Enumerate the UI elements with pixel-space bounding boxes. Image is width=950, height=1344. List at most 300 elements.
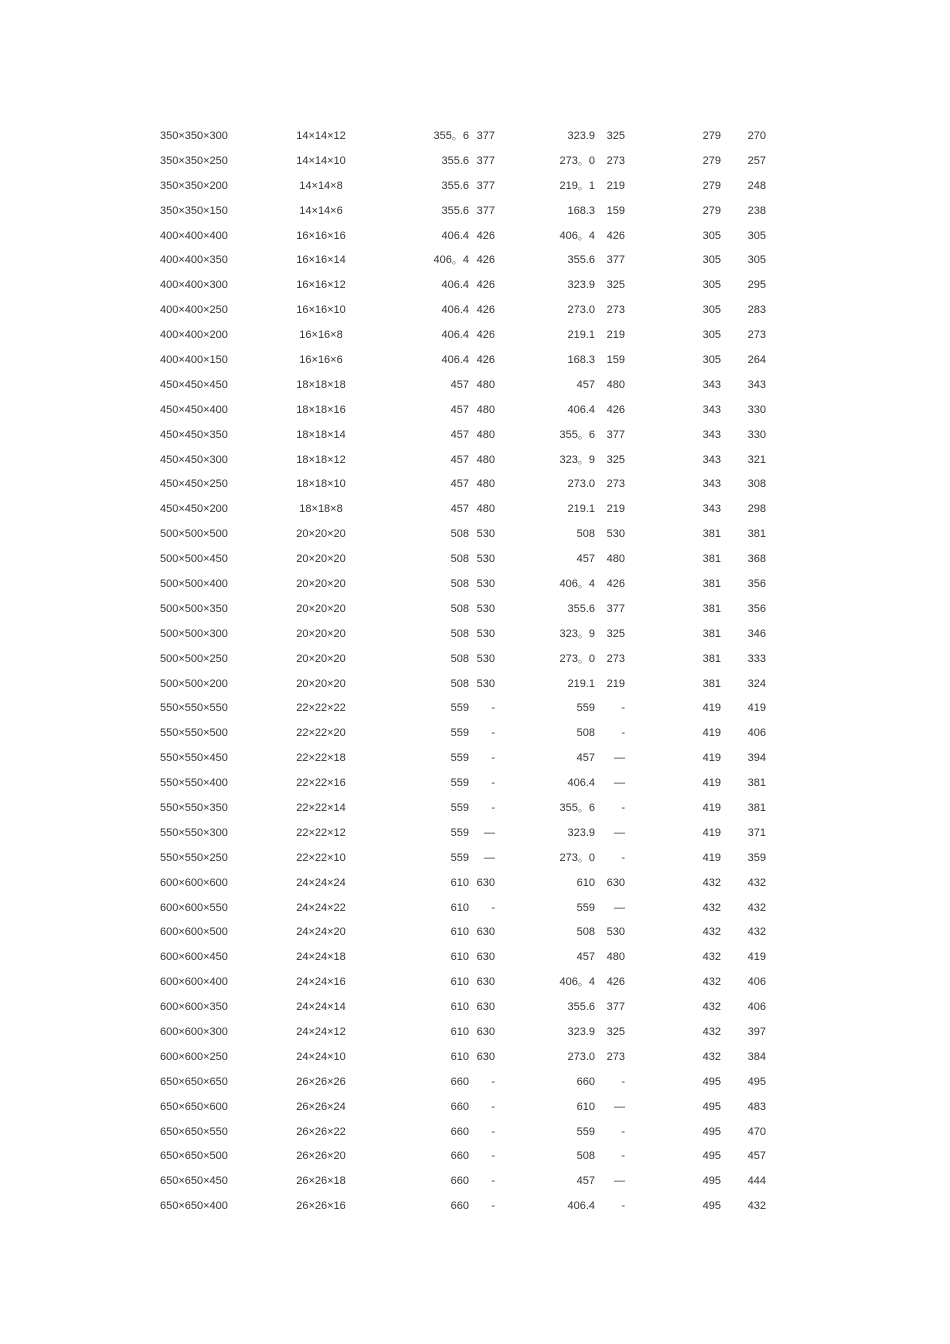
dim-f-cell: 432 bbox=[747, 926, 766, 939]
size-cell: 500×500×350 bbox=[160, 602, 228, 615]
dim-f-cell: 330 bbox=[747, 403, 766, 416]
size-cell: 600×600×350 bbox=[160, 1001, 228, 1014]
dim-c-cell: 219。1 bbox=[559, 179, 595, 192]
size-cell: 500×500×450 bbox=[160, 553, 228, 566]
dim-e-cell: 495 bbox=[702, 1125, 721, 1138]
dim-e-cell: 343 bbox=[702, 428, 721, 441]
dim-b-cell: - bbox=[491, 1125, 495, 1138]
dim-c-cell: 355。6 bbox=[559, 428, 595, 441]
dim-f-cell: 308 bbox=[747, 478, 766, 491]
table-row bbox=[160, 672, 766, 697]
table-row bbox=[160, 298, 766, 323]
size-cell: 650×650×650 bbox=[160, 1075, 228, 1088]
dim-e-cell: 381 bbox=[702, 602, 721, 615]
dim-b-cell: - bbox=[491, 1075, 495, 1088]
dim-a-cell: 660 bbox=[450, 1100, 469, 1113]
dim-f-cell: 368 bbox=[747, 553, 766, 566]
dim-c-cell: 273.0 bbox=[567, 1050, 595, 1063]
code-cell: 18×18×18 bbox=[296, 378, 346, 391]
table-row bbox=[160, 1120, 766, 1145]
table-row bbox=[160, 323, 766, 348]
dim-e-cell: 279 bbox=[702, 204, 721, 217]
dim-e-cell: 343 bbox=[702, 453, 721, 466]
code-cell: 22×22×16 bbox=[296, 777, 346, 790]
dim-b-cell: 530 bbox=[476, 677, 495, 690]
dim-e-cell: 343 bbox=[702, 478, 721, 491]
size-cell: 650×650×600 bbox=[160, 1100, 228, 1113]
dim-a-cell: 406。4 bbox=[433, 254, 469, 267]
dim-f-cell: 444 bbox=[747, 1175, 766, 1188]
dim-b-cell: 480 bbox=[476, 428, 495, 441]
dim-c-cell: 508 bbox=[576, 926, 595, 939]
code-cell: 20×20×20 bbox=[296, 602, 346, 615]
dim-d-cell: — bbox=[614, 826, 625, 839]
dim-e-cell: 419 bbox=[702, 851, 721, 864]
dim-b-cell: 426 bbox=[476, 353, 495, 366]
dim-d-cell: 530 bbox=[606, 926, 625, 939]
dim-a-cell: 559 bbox=[450, 727, 469, 740]
dim-f-cell: 432 bbox=[747, 1200, 766, 1213]
table-row bbox=[160, 124, 766, 149]
dim-d-cell: 530 bbox=[606, 528, 625, 541]
dim-a-cell: 610 bbox=[450, 1001, 469, 1014]
size-cell: 450×450×300 bbox=[160, 453, 228, 466]
dim-d-cell: 426 bbox=[606, 577, 625, 590]
dim-d-cell: 159 bbox=[606, 204, 625, 217]
size-cell: 450×450×200 bbox=[160, 503, 228, 516]
dim-c-cell: 323.9 bbox=[567, 279, 595, 292]
code-cell: 26×26×26 bbox=[296, 1075, 346, 1088]
size-cell: 650×650×450 bbox=[160, 1175, 228, 1188]
dim-b-cell: 377 bbox=[476, 154, 495, 167]
dim-f-cell: 406 bbox=[747, 727, 766, 740]
table-body bbox=[160, 124, 766, 1219]
size-cell: 600×600×300 bbox=[160, 1026, 228, 1038]
size-cell: 600×600×500 bbox=[160, 926, 228, 939]
dim-a-cell: 559 bbox=[450, 777, 469, 790]
dim-a-cell: 660 bbox=[450, 1200, 469, 1213]
dim-f-cell: 359 bbox=[747, 851, 766, 864]
table-row bbox=[160, 472, 766, 497]
dim-e-cell: 279 bbox=[702, 179, 721, 192]
table-row bbox=[160, 821, 766, 846]
dim-f-cell: 406 bbox=[747, 1001, 766, 1014]
dim-f-cell: 264 bbox=[747, 353, 766, 366]
size-cell: 600×600×250 bbox=[160, 1050, 228, 1063]
dim-c-cell: 273。0 bbox=[559, 851, 595, 864]
code-cell: 24×24×10 bbox=[296, 1050, 346, 1063]
dim-b-cell: 480 bbox=[476, 503, 495, 516]
code-cell: 24×24×16 bbox=[296, 976, 346, 989]
table-row bbox=[160, 248, 766, 273]
dim-d-cell: 377 bbox=[606, 254, 625, 267]
dim-a-cell: 660 bbox=[450, 1175, 469, 1188]
dim-d-cell: 325 bbox=[606, 129, 625, 142]
dim-c-cell: 168.3 bbox=[567, 204, 595, 217]
table-row bbox=[160, 547, 766, 572]
dim-f-cell: 298 bbox=[747, 503, 766, 516]
dim-a-cell: 508 bbox=[450, 652, 469, 665]
dim-d-cell: 273 bbox=[606, 154, 625, 167]
code-cell: 14×14×8 bbox=[299, 179, 343, 192]
dim-b-cell: 426 bbox=[476, 304, 495, 317]
code-cell: 22×22×18 bbox=[296, 752, 346, 765]
code-cell: 18×18×8 bbox=[299, 503, 343, 516]
dim-e-cell: 432 bbox=[702, 1026, 721, 1038]
dim-f-cell: 356 bbox=[747, 577, 766, 590]
table-row bbox=[160, 572, 766, 597]
dim-b-cell: - bbox=[491, 1150, 495, 1163]
dim-d-cell: 377 bbox=[606, 428, 625, 441]
table-row bbox=[160, 970, 766, 995]
dim-d-cell: - bbox=[621, 801, 625, 814]
code-cell: 18×18×12 bbox=[296, 453, 346, 466]
dim-d-cell: - bbox=[621, 851, 625, 864]
dim-c-cell: 355.6 bbox=[567, 1001, 595, 1014]
dim-d-cell: 219 bbox=[606, 503, 625, 516]
dim-a-cell: 610 bbox=[450, 1026, 469, 1038]
dim-b-cell: 630 bbox=[476, 1001, 495, 1014]
code-cell: 26×26×20 bbox=[296, 1150, 346, 1163]
dim-d-cell: - bbox=[621, 727, 625, 740]
dim-e-cell: 495 bbox=[702, 1150, 721, 1163]
table-row bbox=[160, 796, 766, 821]
dim-a-cell: 457 bbox=[450, 403, 469, 416]
size-cell: 550×550×300 bbox=[160, 826, 228, 839]
dim-f-cell: 371 bbox=[747, 826, 766, 839]
dim-c-cell: 273.0 bbox=[567, 478, 595, 491]
dim-a-cell: 610 bbox=[450, 1050, 469, 1063]
dim-e-cell: 419 bbox=[702, 801, 721, 814]
dim-e-cell: 305 bbox=[702, 304, 721, 317]
code-cell: 24×24×14 bbox=[296, 1001, 346, 1014]
dim-d-cell: 273 bbox=[606, 1050, 625, 1063]
table-row bbox=[160, 721, 766, 746]
dim-e-cell: 279 bbox=[702, 129, 721, 142]
code-cell: 16×16×14 bbox=[296, 254, 346, 267]
dim-d-cell: 325 bbox=[606, 279, 625, 292]
size-cell: 500×500×500 bbox=[160, 528, 228, 541]
table-row bbox=[160, 149, 766, 174]
dim-c-cell: 219.1 bbox=[567, 503, 595, 516]
dim-a-cell: 406.4 bbox=[441, 304, 469, 317]
dim-c-cell: 219.1 bbox=[567, 677, 595, 690]
dim-d-cell: — bbox=[614, 901, 625, 914]
code-cell: 22×22×14 bbox=[296, 801, 346, 814]
dim-a-cell: 660 bbox=[450, 1150, 469, 1163]
dim-c-cell: 323。9 bbox=[559, 627, 595, 640]
dim-c-cell: 406。4 bbox=[559, 577, 595, 590]
dim-c-cell: 610 bbox=[576, 1100, 595, 1113]
dim-a-cell: 508 bbox=[450, 553, 469, 566]
code-cell: 22×22×20 bbox=[296, 727, 346, 740]
size-cell: 550×550×550 bbox=[160, 702, 228, 715]
dim-b-cell: 377 bbox=[476, 129, 495, 142]
dim-c-cell: 168.3 bbox=[567, 353, 595, 366]
dim-f-cell: 381 bbox=[747, 801, 766, 814]
dim-a-cell: 610 bbox=[450, 951, 469, 964]
size-cell: 400×400×400 bbox=[160, 229, 228, 242]
dim-c-cell: 559 bbox=[576, 702, 595, 715]
dim-a-cell: 457 bbox=[450, 428, 469, 441]
dim-b-cell: 426 bbox=[476, 279, 495, 292]
dim-a-cell: 559 bbox=[450, 851, 469, 864]
code-cell: 16×16×16 bbox=[296, 229, 346, 242]
dim-d-cell: 426 bbox=[606, 976, 625, 989]
dim-e-cell: 305 bbox=[702, 279, 721, 292]
dim-f-cell: 432 bbox=[747, 876, 766, 889]
dim-d-cell: 426 bbox=[606, 229, 625, 242]
size-cell: 600×600×400 bbox=[160, 976, 228, 989]
dim-b-cell: - bbox=[491, 702, 495, 715]
dim-e-cell: 381 bbox=[702, 627, 721, 640]
dim-a-cell: 355。6 bbox=[433, 129, 469, 142]
dim-a-cell: 508 bbox=[450, 627, 469, 640]
code-cell: 20×20×20 bbox=[296, 677, 346, 690]
table-row bbox=[160, 846, 766, 871]
size-cell: 500×500×250 bbox=[160, 652, 228, 665]
table-row bbox=[160, 448, 766, 473]
dim-e-cell: 495 bbox=[702, 1175, 721, 1188]
table-row bbox=[160, 398, 766, 423]
dim-c-cell: 457 bbox=[576, 752, 595, 765]
dim-a-cell: 355.6 bbox=[441, 179, 469, 192]
code-cell: 24×24×12 bbox=[296, 1026, 346, 1038]
size-cell: 350×350×250 bbox=[160, 154, 228, 167]
dim-f-cell: 381 bbox=[747, 777, 766, 790]
table-row bbox=[160, 771, 766, 796]
code-cell: 18×18×16 bbox=[296, 403, 346, 416]
dim-c-cell: 273。0 bbox=[559, 652, 595, 665]
dim-f-cell: 432 bbox=[747, 901, 766, 914]
dim-d-cell: - bbox=[621, 1075, 625, 1088]
dim-b-cell: 530 bbox=[476, 528, 495, 541]
table-row bbox=[160, 896, 766, 921]
dim-e-cell: 305 bbox=[702, 353, 721, 366]
dim-f-cell: 397 bbox=[747, 1026, 766, 1038]
dim-c-cell: 406.4 bbox=[567, 403, 595, 416]
dim-f-cell: 356 bbox=[747, 602, 766, 615]
dim-f-cell: 257 bbox=[747, 154, 766, 167]
dim-d-cell: 273 bbox=[606, 304, 625, 317]
dim-f-cell: 248 bbox=[747, 179, 766, 192]
dim-c-cell: 406。4 bbox=[559, 976, 595, 989]
dim-e-cell: 381 bbox=[702, 553, 721, 566]
dim-a-cell: 406.4 bbox=[441, 353, 469, 366]
dim-a-cell: 406.4 bbox=[441, 329, 469, 342]
dim-b-cell: 630 bbox=[476, 1050, 495, 1063]
dim-e-cell: 432 bbox=[702, 876, 721, 889]
table-row bbox=[160, 1045, 766, 1070]
dim-f-cell: 333 bbox=[747, 652, 766, 665]
dim-c-cell: 406.4 bbox=[567, 777, 595, 790]
dim-e-cell: 305 bbox=[702, 329, 721, 342]
dim-e-cell: 279 bbox=[702, 154, 721, 167]
table-row bbox=[160, 348, 766, 373]
dim-d-cell: 273 bbox=[606, 478, 625, 491]
dim-b-cell: - bbox=[491, 752, 495, 765]
size-cell: 550×550×400 bbox=[160, 777, 228, 790]
dim-b-cell: 530 bbox=[476, 553, 495, 566]
dim-a-cell: 610 bbox=[450, 876, 469, 889]
dim-d-cell: 426 bbox=[606, 403, 625, 416]
table-row bbox=[160, 1095, 766, 1120]
size-cell: 600×600×600 bbox=[160, 876, 228, 889]
dim-d-cell: 630 bbox=[606, 876, 625, 889]
dim-c-cell: 323.9 bbox=[567, 1026, 595, 1038]
dim-d-cell: - bbox=[621, 1200, 625, 1213]
dim-b-cell: 377 bbox=[476, 179, 495, 192]
dim-c-cell: 508 bbox=[576, 1150, 595, 1163]
size-cell: 450×450×350 bbox=[160, 428, 228, 441]
size-cell: 500×500×300 bbox=[160, 627, 228, 640]
size-cell: 400×400×250 bbox=[160, 304, 228, 317]
dim-e-cell: 381 bbox=[702, 528, 721, 541]
dim-c-cell: 660 bbox=[576, 1075, 595, 1088]
dim-a-cell: 660 bbox=[450, 1075, 469, 1088]
table-row bbox=[160, 273, 766, 298]
dim-e-cell: 343 bbox=[702, 378, 721, 391]
dim-d-cell: - bbox=[621, 1125, 625, 1138]
dim-d-cell: 480 bbox=[606, 378, 625, 391]
dim-b-cell: 630 bbox=[476, 951, 495, 964]
dim-f-cell: 384 bbox=[747, 1050, 766, 1063]
dim-b-cell: 630 bbox=[476, 876, 495, 889]
dim-b-cell: 530 bbox=[476, 602, 495, 615]
code-cell: 20×20×20 bbox=[296, 652, 346, 665]
dim-e-cell: 343 bbox=[702, 403, 721, 416]
size-cell: 400×400×200 bbox=[160, 329, 228, 342]
table-row bbox=[160, 373, 766, 398]
size-cell: 350×350×300 bbox=[160, 129, 228, 142]
code-cell: 18×18×10 bbox=[296, 478, 346, 491]
dim-d-cell: 377 bbox=[606, 1001, 625, 1014]
size-cell: 400×400×350 bbox=[160, 254, 228, 267]
dim-c-cell: 406.4 bbox=[567, 1200, 595, 1213]
code-cell: 20×20×20 bbox=[296, 528, 346, 541]
dim-d-cell: 325 bbox=[606, 453, 625, 466]
dim-e-cell: 381 bbox=[702, 652, 721, 665]
dim-f-cell: 394 bbox=[747, 752, 766, 765]
size-cell: 500×500×200 bbox=[160, 677, 228, 690]
dim-a-cell: 508 bbox=[450, 602, 469, 615]
dim-b-cell: 377 bbox=[476, 204, 495, 217]
table-row bbox=[160, 945, 766, 970]
code-cell: 26×26×22 bbox=[296, 1125, 346, 1138]
dim-e-cell: 432 bbox=[702, 926, 721, 939]
table-row bbox=[160, 647, 766, 672]
size-cell: 550×550×500 bbox=[160, 727, 228, 740]
dim-f-cell: 346 bbox=[747, 627, 766, 640]
dim-f-cell: 406 bbox=[747, 976, 766, 989]
dim-e-cell: 305 bbox=[702, 229, 721, 242]
dim-e-cell: 381 bbox=[702, 577, 721, 590]
code-cell: 20×20×20 bbox=[296, 553, 346, 566]
code-cell: 18×18×14 bbox=[296, 428, 346, 441]
table-row bbox=[160, 1020, 766, 1045]
dim-f-cell: 324 bbox=[747, 677, 766, 690]
dim-d-cell: — bbox=[614, 1100, 625, 1113]
size-cell: 650×650×500 bbox=[160, 1150, 228, 1163]
dim-f-cell: 321 bbox=[747, 453, 766, 466]
dim-f-cell: 283 bbox=[747, 304, 766, 317]
dim-d-cell: - bbox=[621, 702, 625, 715]
dim-a-cell: 457 bbox=[450, 503, 469, 516]
dim-a-cell: 508 bbox=[450, 577, 469, 590]
dim-c-cell: 273。0 bbox=[559, 154, 595, 167]
code-cell: 24×24×22 bbox=[296, 901, 346, 914]
code-cell: 14×14×6 bbox=[299, 204, 343, 217]
dim-e-cell: 432 bbox=[702, 976, 721, 989]
table-row bbox=[160, 597, 766, 622]
dim-f-cell: 457 bbox=[747, 1150, 766, 1163]
dim-f-cell: 495 bbox=[747, 1075, 766, 1088]
dim-b-cell: 530 bbox=[476, 652, 495, 665]
dim-a-cell: 610 bbox=[450, 901, 469, 914]
dim-c-cell: 355。6 bbox=[559, 801, 595, 814]
table-row bbox=[160, 696, 766, 721]
dim-e-cell: 432 bbox=[702, 951, 721, 964]
code-cell: 16×16×12 bbox=[296, 279, 346, 292]
dim-a-cell: 508 bbox=[450, 528, 469, 541]
dim-f-cell: 343 bbox=[747, 378, 766, 391]
dim-c-cell: 457 bbox=[576, 951, 595, 964]
dim-b-cell: 530 bbox=[476, 627, 495, 640]
dim-b-cell: — bbox=[484, 826, 495, 839]
dim-e-cell: 419 bbox=[702, 777, 721, 790]
table-row bbox=[160, 1070, 766, 1095]
dim-e-cell: 495 bbox=[702, 1075, 721, 1088]
dim-f-cell: 273 bbox=[747, 329, 766, 342]
dim-e-cell: 419 bbox=[702, 826, 721, 839]
dim-e-cell: 432 bbox=[702, 901, 721, 914]
code-cell: 24×24×18 bbox=[296, 951, 346, 964]
code-cell: 24×24×24 bbox=[296, 876, 346, 889]
dim-c-cell: 610 bbox=[576, 876, 595, 889]
size-cell: 600×600×550 bbox=[160, 901, 228, 914]
dim-f-cell: 419 bbox=[747, 951, 766, 964]
code-cell: 22×22×10 bbox=[296, 851, 346, 864]
dim-a-cell: 559 bbox=[450, 752, 469, 765]
code-cell: 26×26×18 bbox=[296, 1175, 346, 1188]
dim-a-cell: 559 bbox=[450, 801, 469, 814]
dim-a-cell: 406.4 bbox=[441, 279, 469, 292]
size-cell: 400×400×300 bbox=[160, 279, 228, 292]
size-cell: 450×450×250 bbox=[160, 478, 228, 491]
dim-a-cell: 355.6 bbox=[441, 204, 469, 217]
size-cell: 550×550×450 bbox=[160, 752, 228, 765]
table-row bbox=[160, 497, 766, 522]
dim-d-cell: — bbox=[614, 752, 625, 765]
dim-a-cell: 355.6 bbox=[441, 154, 469, 167]
dim-a-cell: 610 bbox=[450, 926, 469, 939]
dim-e-cell: 495 bbox=[702, 1100, 721, 1113]
table-row bbox=[160, 921, 766, 946]
dim-b-cell: - bbox=[491, 1100, 495, 1113]
size-cell: 550×550×350 bbox=[160, 801, 228, 814]
dim-e-cell: 419 bbox=[702, 727, 721, 740]
dim-b-cell: — bbox=[484, 851, 495, 864]
dim-d-cell: 219 bbox=[606, 677, 625, 690]
dim-e-cell: 432 bbox=[702, 1050, 721, 1063]
dim-c-cell: 457 bbox=[576, 378, 595, 391]
dim-c-cell: 559 bbox=[576, 1125, 595, 1138]
dim-c-cell: 406。4 bbox=[559, 229, 595, 242]
dim-b-cell: 630 bbox=[476, 976, 495, 989]
table-row bbox=[160, 522, 766, 547]
table-row bbox=[160, 995, 766, 1020]
dim-a-cell: 457 bbox=[450, 478, 469, 491]
